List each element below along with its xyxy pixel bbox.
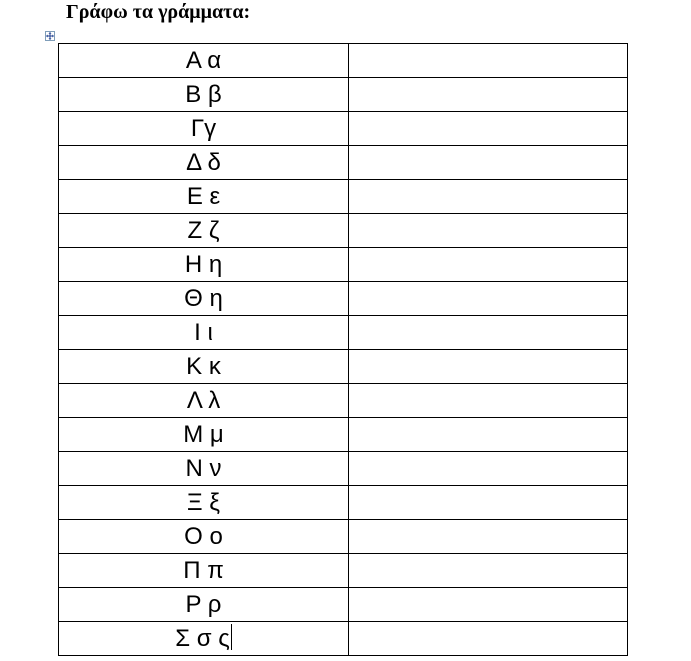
letter-pair: Α α: [185, 47, 222, 74]
writing-cell[interactable]: [349, 112, 628, 146]
letter-pair: Β β: [185, 81, 222, 108]
table-row: [59, 282, 628, 316]
letter-cell[interactable]: [59, 418, 349, 452]
writing-cell[interactable]: [349, 214, 628, 248]
table-row: [59, 350, 628, 384]
table-row: [59, 146, 628, 180]
table-row: [59, 452, 628, 486]
writing-cell[interactable]: [349, 486, 628, 520]
writing-cell[interactable]: [349, 282, 628, 316]
letter-cell[interactable]: [59, 146, 349, 180]
letter-cell[interactable]: [59, 78, 349, 112]
letter-pair: Δ δ: [186, 149, 221, 176]
table-row: [59, 248, 628, 282]
table-row: [59, 418, 628, 452]
table-row: [59, 588, 628, 622]
writing-cell[interactable]: [349, 248, 628, 282]
writing-cell[interactable]: [349, 520, 628, 554]
writing-cell[interactable]: [349, 180, 628, 214]
letter-pair: Λ λ: [186, 387, 221, 414]
writing-cell[interactable]: [349, 44, 628, 78]
table-row: [59, 622, 628, 656]
letter-cell[interactable]: [59, 282, 349, 316]
letters-table: [58, 43, 628, 656]
letter-pair: Ι ι: [194, 319, 213, 346]
writing-cell[interactable]: [349, 78, 628, 112]
letter-cell[interactable]: [59, 214, 349, 248]
writing-cell[interactable]: [349, 418, 628, 452]
table-row: [59, 316, 628, 350]
table-row: [59, 44, 628, 78]
letter-cell[interactable]: [59, 588, 349, 622]
writing-cell[interactable]: [349, 146, 628, 180]
writing-cell[interactable]: [349, 316, 628, 350]
page-title: Γράφω τα γράμματα:: [66, 1, 251, 23]
letter-cell[interactable]: [59, 316, 349, 350]
letter-cell[interactable]: [59, 452, 349, 486]
letter-cell[interactable]: [59, 520, 349, 554]
letter-pair: Κ κ: [186, 353, 221, 380]
letter-cell[interactable]: [59, 180, 349, 214]
table-row: [59, 112, 628, 146]
letter-pair: Ρ ρ: [185, 591, 222, 618]
writing-cell[interactable]: [349, 554, 628, 588]
writing-cell[interactable]: [349, 452, 628, 486]
table-row: [59, 384, 628, 418]
letter-pair: Ζ ζ: [187, 217, 220, 244]
letter-pair: Η η: [184, 251, 223, 278]
table-move-handle-icon[interactable]: [45, 31, 55, 41]
letter-pair: Ν ν: [185, 455, 222, 482]
letter-cell[interactable]: [59, 248, 349, 282]
letter-pair: Ε ε: [186, 183, 221, 210]
writing-cell[interactable]: [349, 622, 628, 656]
writing-cell[interactable]: [349, 588, 628, 622]
letter-pair: Γγ: [190, 115, 217, 142]
letter-cell[interactable]: [59, 554, 349, 588]
letter-cell[interactable]: [59, 486, 349, 520]
letters-table-body: [59, 44, 628, 656]
table-row: [59, 180, 628, 214]
table-row: [59, 78, 628, 112]
writing-cell[interactable]: [349, 350, 628, 384]
table-row: [59, 554, 628, 588]
letter-pair: Π π: [183, 557, 224, 584]
writing-cell[interactable]: [349, 384, 628, 418]
letter-cell[interactable]: [59, 44, 349, 78]
letter-cell[interactable]: [59, 384, 349, 418]
move-arrows-icon: [46, 32, 54, 40]
letter-pair: Μ μ: [183, 421, 224, 448]
table-row: [59, 520, 628, 554]
letter-pair: Θ η: [184, 285, 223, 312]
text-cursor: [231, 624, 232, 650]
letter-cell[interactable]: [59, 112, 349, 146]
table-row: [59, 486, 628, 520]
table-row: [59, 214, 628, 248]
letter-pair: Ξ ξ: [186, 489, 220, 516]
letter-cell[interactable]: [59, 350, 349, 384]
letter-cell[interactable]: [59, 622, 349, 656]
letter-pair: Ο ο: [184, 523, 223, 550]
letter-pair: Σ σ ς: [175, 625, 230, 652]
